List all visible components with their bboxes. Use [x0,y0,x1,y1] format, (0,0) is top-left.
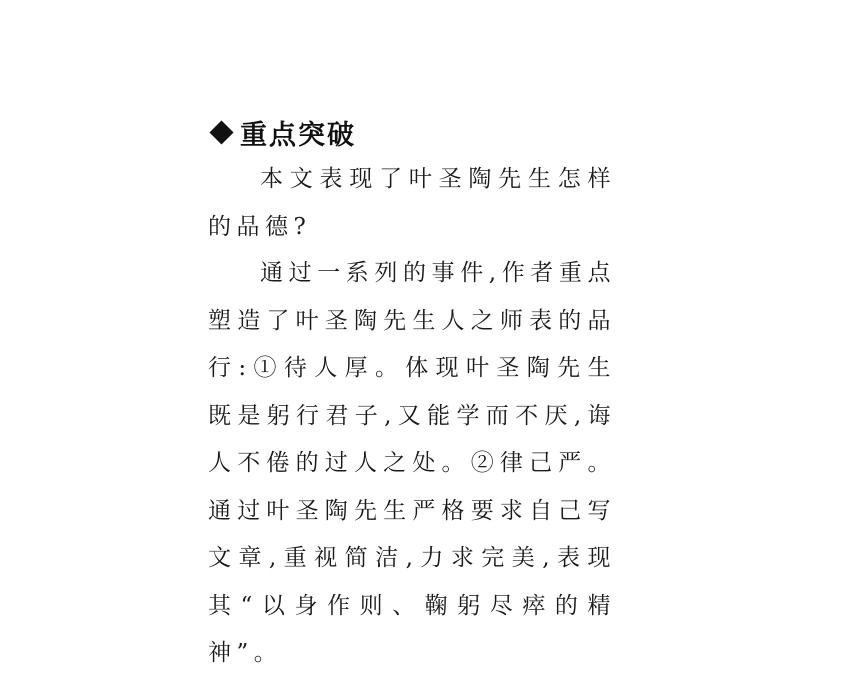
answer-paragraph: 通过一系列的事件,作者重点塑造了叶圣陶先生人之师表的品行:①待人厚。体现叶圣陶先生既是躬行君子,又能学而不厌,诲人不倦的过人之处。②律己严。通过叶圣陶先生严格要求自己写文章,重视简洁,力求完美,表现其“以身作则、鞠躬尽瘁的精神”。 [208,260,616,666]
section-heading-text: 重点突破 [240,120,356,151]
question-paragraph: 本文表现了叶圣陶先生怎样的品德? [208,166,616,240]
section-heading [207,113,356,152]
diamond-bullet-icon [209,120,233,144]
